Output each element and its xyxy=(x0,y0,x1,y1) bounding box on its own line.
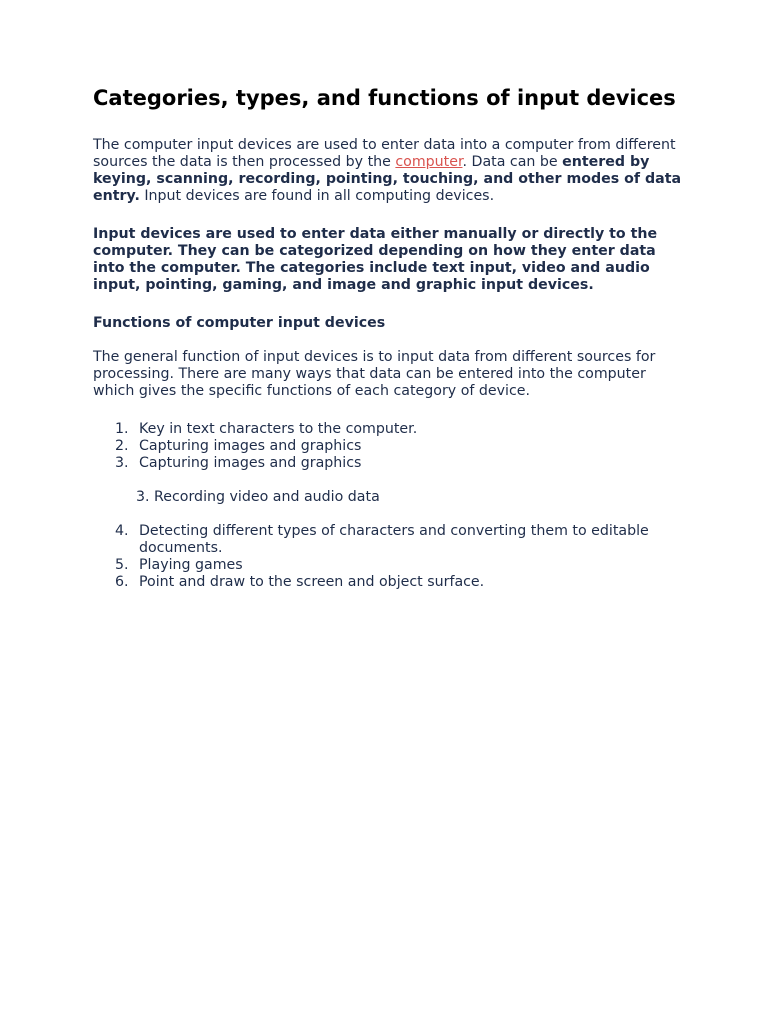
list-item-text: Capturing images and graphics xyxy=(139,455,362,471)
list-item-number: 6. xyxy=(115,574,129,590)
list-item xyxy=(93,455,683,472)
list-item-number: 1. xyxy=(115,421,129,437)
functions-paragraph: The general function of input devices is to input data from different sources for processing. There are many ways that data can be entered into the computer which gives the specific functions of each category of device. xyxy=(93,349,656,399)
document-body xyxy=(93,86,683,591)
list-item-number: 3. xyxy=(115,455,129,471)
list-item xyxy=(93,574,683,591)
computer-link[interactable]: computer xyxy=(395,154,463,170)
list-item-text: Detecting different types of characters and converting them to editable documents. xyxy=(139,523,649,556)
list-item-number: 2. xyxy=(115,438,129,454)
list-item-text: Point and draw to the screen and object surface. xyxy=(139,574,485,590)
categories-paragraph: Input devices are used to enter data either manually or directly to the computer. They can be categorized depending on how they enter data into the computer. The categories include text input, video and audio input, pointing, gaming, and image and graphic input devices. xyxy=(93,226,658,293)
page-title: Categories, types, and functions of input devices xyxy=(93,86,676,110)
intro-text-3: Input devices are found in all computing devices. xyxy=(139,188,495,204)
intro-paragraph xyxy=(93,137,683,205)
intro-text-2: . Data can be xyxy=(462,154,563,170)
list-item-text: Capturing images and graphics xyxy=(139,438,362,454)
list-item-number: 5. xyxy=(115,557,129,573)
list-item-text: Key in text characters to the computer. xyxy=(139,421,418,437)
list-item-number: 4. xyxy=(115,523,129,539)
functions-list-b xyxy=(93,523,683,591)
list-item xyxy=(93,438,683,455)
intro-bold-text: entered by keying, scanning, recording, pointing, touching, and other modes of data entry. xyxy=(93,154,682,204)
intro-text-1: The computer input devices are used to enter data into a computer from different sources the data is then processed by the xyxy=(93,137,676,170)
list-item xyxy=(93,557,683,574)
functions-heading: Functions of computer input devices xyxy=(93,315,386,331)
functions-list-a xyxy=(93,421,683,472)
list-item-text: Playing games xyxy=(139,557,243,573)
list-item xyxy=(93,523,683,557)
list-item xyxy=(93,421,683,438)
recording-item: 3. Recording video and audio data xyxy=(136,489,380,505)
